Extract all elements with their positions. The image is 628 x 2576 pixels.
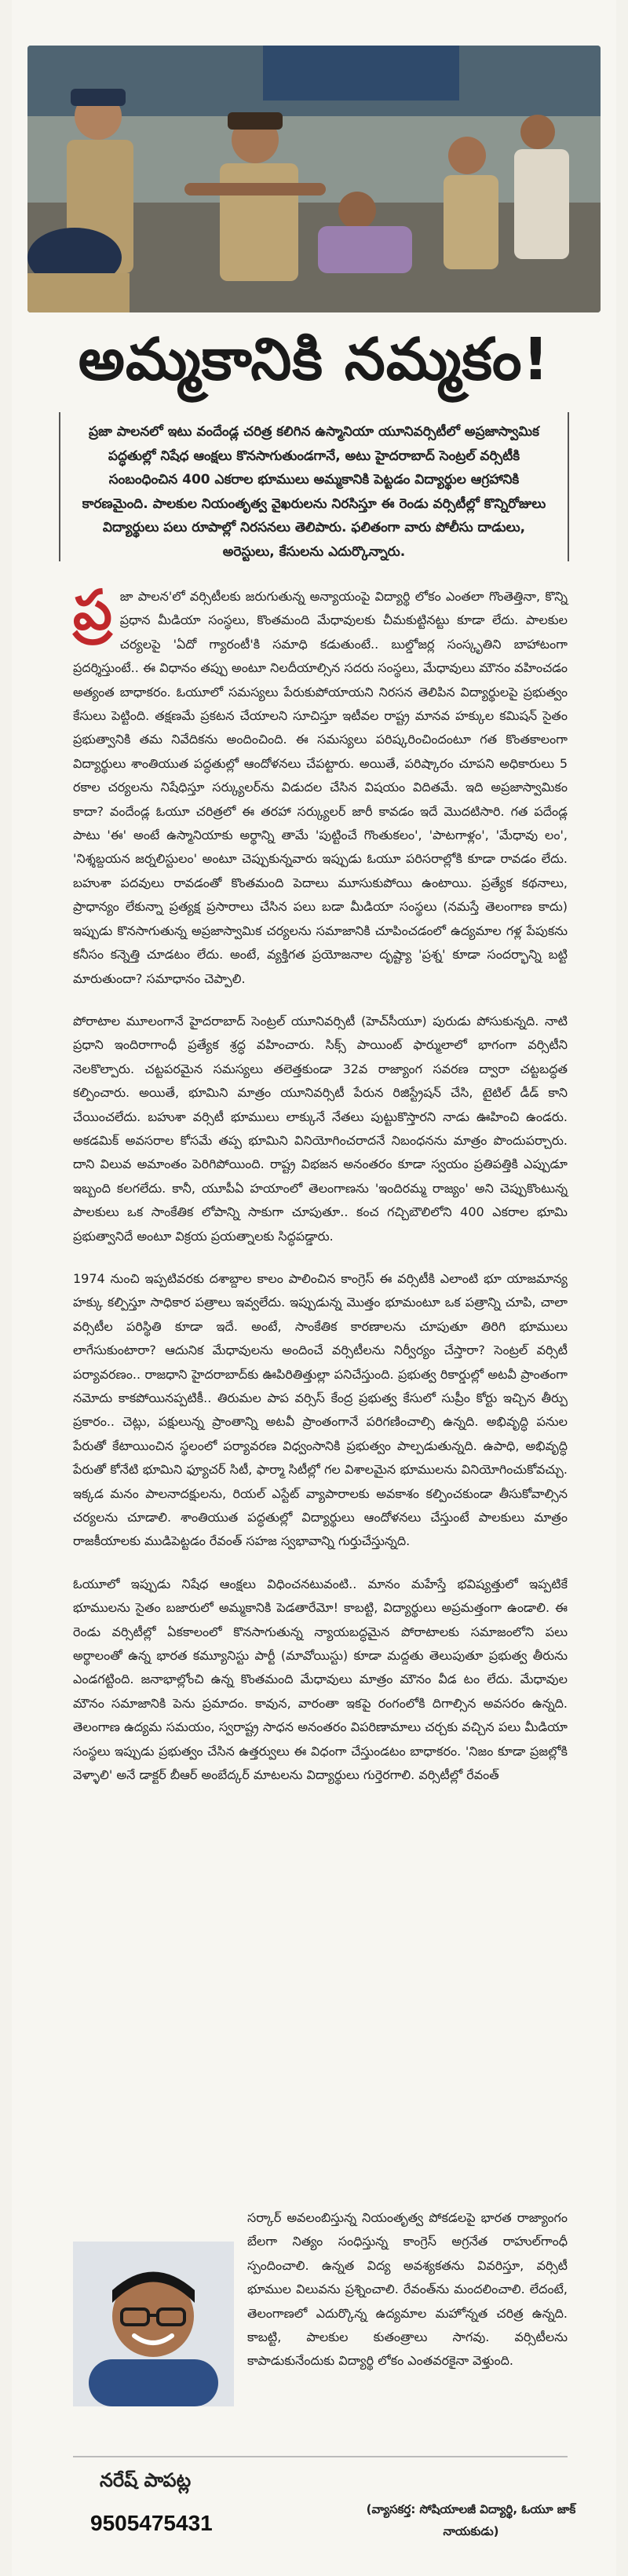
byline-divider [73, 2456, 568, 2457]
author-phone: 9505475431 [90, 2511, 213, 2535]
author-name: నరేష్ పాపట్ల [100, 2469, 192, 2491]
author-description: (వ్యాసకర్త: సోషియాలజీ విద్యార్థి, ఓయూ జాక్ నాయకుడు) [366, 2502, 576, 2538]
paragraph-2: పోరాటాల మూలంగానే హైదరాబాద్ సెంట్రల్ యూనివర్సిటీ (హెచ్‌సీయూ) పురుడు పోసుకున్నది. నాటి ప్రధాని ఇందిరాగాంధీ ప్రత్యేక శ్రద్ధ వహించారు. సిక్స్ పాయింట్ ఫార్ములాలో భాగంగా వర్సిటీని నెలకొల్పారు. చట్టపరమైన సమస్యలు తలెత్తకుండా 32వ రాజ్యాంగ సవరణ ద్వారా చట్టబద్ధత కల్పించారు. అయితే, భూమిని మాత్రం యూనివర్సిటీ పేరున రిజిస్ట్రేషన్ చేసి, టైటిల్ డీడ్ కాని చేయించలేదు. బహుశా వర్సిటీ భూములు లాక్కునే నేతలు పుట్టుకొస్తారని నాడు ఊహించి ఉండరు. అకడమిక్ అవసరాల కోసమే తప్ప భూమిని వినియోగించరాదనే నిబంధనను మాత్రం పొందుపర్చారు. దాని విలువ అమాంతం పెరిగిపోయింది. రాష్ట్ర విభజన అనంతరం కూడా స్వయం ప్రతిపత్తికి ఎప్పుడూ ఇబ్బంది కలగలేదు. కానీ, యూపీఏ హయాంలో తెలంగాణను 'ఇందిరమ్మ రాజ్యం' అని చెప్పుకొంటున్న పాలకులు ఒక సాంకేతిక లోపాన్ని సాకుగా చూపుతూ.. కంచ గచ్చిబౌలిలోని 400 ఎకరాల భూమి ప్రభుత్వానిదే అంటూ విక్రయ ప్రయత్నాలకు సిద్ధపడ్డారు. [73, 1013, 568, 1244]
article-page [12, 0, 616, 2576]
author-side-paragraph: సర్కార్ అవలంబిస్తున్న నియంతృత్వ పోకడలపై భారత రాజ్యాంగం బేలగా నిత్యం సంధిస్తున్న కాంగ్రెస్ అగ్రనేత రాహుల్‌గాంధీ స్పందించాలి. ఉన్నత విద్య అవశ్యకతను వివరిస్తూ, వర్సిటీ భూముల విలువను ప్రశ్నించాలి. రేవంత్‌ను మందలించాలి. లేదంటే, తెలంగాణలో ఎదుర్కొన్న ఉద్యమాల మహోన్నత చరిత్ర ఉన్నది. కాబట్టి, పాలకుల కుతంత్రాలు సాగవు. వర్సిటీలను కాపాడుకునేందుకు విద్యార్థి లోకం ఎంతవరకైనా వెళ్తుంది. [247, 2210, 568, 2369]
protest-photo-illustration [27, 46, 601, 312]
article-photo [27, 46, 601, 312]
paragraph-4: ఓయూలో ఇప్పుడు నిషేధ ఆంక్షలు విధించనటువంటి.. మానం మహేస్తే భవిష్యత్తులో ఇప్పటికే భూములను సైతం బజారులో అమ్మకానికి పెడతారేమో! కాబట్టి, విద్యార్థులు అప్రమత్తంగా ఉండాలి. ఈ రెండు వర్సిటీల్లో ఏకకాలంలో కొనసాగుతున్న న్యాయబద్ధమైన పోరాటాలకు సమాజంలోని పలు అర్థాలంతో ఉన్న భారత కమ్యూనిస్టు పార్టీ (మావోయిస్టు) కూడా మద్దతు తెలుపుతూ ప్రభుత్వ తీరును ఎండగట్టింది. జనాభాల్లోంచి ఉన్న కొంతమంది మేధావులు మాత్రం మౌనం వీడ టం లేదు. మేధావుల మౌనం సమాజానికి పెను ప్రమాదం. కావున, వారంతా ఇకపై రంగంలోకి దిగాల్సిన అవసరం ఉన్నది. తెలంగాణ ఉద్యమ సమయం, స్వరాష్ట్ర సాధన అనంతరం విపరిణామాలు చర్చకు వచ్చిన పలు మీడియా సంస్థలు ఇప్పుడు ప్రభుత్వం చేసిన ఉత్తర్వులు ఈ విధంగా చేస్తుండటం బాధాకరం. 'నిజం కూడా ప్రజల్లోకి వెళ్ళాలి' అనే డాక్టర్ బీఆర్ అంబేద్కర్ మాటలను విద్యార్థులు గుర్తెరగాలి. వర్సిటీల్లో రేవంత్ [73, 1576, 568, 1783]
article-body [73, 578, 568, 1807]
dropcap: ప్ర [73, 578, 112, 642]
headline: అమ్మకానికి నమ్మకం! [78, 326, 550, 393]
deck-text: ప్రజా పాలనలో ఇటు వందేండ్ల చరిత్ర కలిగిన ఉస్మానియా యూనివర్సిటీలో అప్రజాస్వామిక పద్ధతుల్లో నిషేధ ఆంక్షలు కొనసాగుతుండగానే, అటు హైదరాబాద్ సెంట్రల్ వర్సిటీకి సంబంధించిన 400 ఎకరాల భూములు అమ్మకానికి పెట్టడం విద్యార్థుల ఆగ్రహానికి కారణమైంది. పాలకుల నియంతృత్వ వైఖరులను నిరసిస్తూ ఈ రెండు వర్సిటీల్లో కొన్నిరోజులు విద్యార్థులు పలు రూపాల్లో నిరసనలు తెలిపారు. ఫలితంగా వారు పోలీసు దాడులు, అరెస్టులు, కేసులను ఎదుర్కొన్నారు. [82, 424, 546, 560]
article-deck [59, 412, 569, 561]
author-portrait [73, 2242, 234, 2406]
paragraph-3: 1974 నుంచి ఇప్పటివరకు దశాబ్దాల కాలం పాలించిన కాంగ్రెస్ ఈ వర్సిటీకి ఎలాంటి భూ యాజమాన్య హక్కు కల్పిస్తూ సాధికార పత్రాలు ఇవ్వలేదు. ఇప్పుడున్న మొత్తం భూమంటూ ఒక పత్రాన్ని చూపి, చాలా వర్సిటీల పరిస్థితి కూడా ఇదే. అంటే, సాంకేతిక కారణాలను చూపుతూ తిరిగి భూములు లాగేసుకుంటారా? ఆదునిక మేధావులను అందించే వర్సిటీలను నిర్వీర్యం చేస్తారా? సెంట్రల్ వర్సిటీ పర్యావరణం.. రాజధాని హైదరాబాద్‌కు ఊపిరితిత్తుల్లా పనిచేస్తుంది. ప్రభుత్వ రికార్డుల్లో అటవీ ప్రాంతంగా నమోదు కాకపోయినప్పటికీ.. తిరుమల పాప వర్సిస్ కేంద్ర ప్రభుత్వ కేసులో సుప్రీం కోర్టు ఇచ్చిన తీర్పు ప్రకారం.. చెట్లు, పక్షులున్న ప్రాంతాన్ని అటవీ ప్రాంతంగానే పరిగణించాల్సి ఉన్నది. అభివృద్ధి పనుల పేరుతో కేటాయించిన స్థలంలో పర్యావరణ విధ్వంసానికి ప్రభుత్వం పాల్పడుతున్నది. ఉపాధి, అభివృద్ధి పేరుతో కోనేటి భూమిని ఫ్యూచర్ సిటీ, ఫార్మా సిటీల్లో గల విశాలమైన భూములను వినియోగించుకోవచ్చు. ఇక్కడ మనం పాలనాదక్షులను, రియల్ ఎస్టేట్ వ్యాపారాలకు అవకాశం కల్పించకుండా తీసుకోవాల్సిన చర్యలను చూడాలి. శాంతియుత పద్ధతుల్లో విద్యార్థులు ఆందోళనలు చేస్తుంటే పాలకులు మాత్రం రాజకీయాలకు ముడిపెట్టడం రేవంత్ సహజ స్వభావాన్ని గుర్తుచేస్తున్నది. [73, 1270, 568, 1549]
paragraph-1 [73, 578, 568, 991]
paragraph-1-text: జా పాలన'లో వర్సిటీలకు జరుగుతున్న అన్యాయంపై విద్యార్థి లోకం ఎంతలా గొంతెత్తినా, కొన్ని ప్రధాన మీడియా సంస్థలు, కొంతమంది మేధావులకు చీమకుట్టినట్టు కూడా లేదు. పాలకుల చర్యలపై 'ఏదో గ్యారంటీ'కి సమాధి కడుతుంటే.. బుల్డోజర్ల సంస్కృతిని బాహాటంగా ప్రదర్శిస్తుంటే.. ఈ విధానం తప్పు అంటూ నిలదీయాల్సిన సదరు సంస్థలు, మేధావులు మౌనం వహించడం అత్యంత బాధాకరం. ఓయూలో సమస్యలు పేరుకుపోయాయని నిరసన తెలిపిన విద్యార్థులపై ప్రభుత్వం కేసులు పెట్టింది. తక్షణమే ప్రకటన చేయాలని సూచిస్తూ ఇటీవల రాష్ట్ర మానవ హక్కుల కమిషన్ సైతం ప్రభుత్వానికి తమ నివేదికను అందించింది. ఈ సమస్యలు పరిష్కరించిందంటూ గత కొంతకాలంగా విద్యార్థులు శాంతియుత పద్ధతుల్లో ఆందోళనలు చేపట్టారు. అయితే, పరిష్కారం చూపని అధికారులు 5 రకాల చర్యలను నిషేధిస్తూ సర్క్యులర్‌ను విడుదల చేసిన విషయం విదితమే. ఇది అప్రజాస్వామికం కాదా? వందేండ్ల ఓయూ చరిత్రలో ఈ తరహా సర్క్యులర్ జారీ కావడం ఇదే మొదటిసారి. గత పదేండ్ల పాటు 'ఈ' అంటే ఉస్మానియాకు అర్థాన్ని తామే 'పుట్టించే గొంతుకలం', 'పాటగాళ్లం', 'మేధావు లం', 'నిశ్శబ్దయన జర్నలిస్టులం' అంటూ చెప్పుకున్నవారు ఇప్పుడు ఓయూ పరిసరాల్లోకి కూడా రావడం లేదు. బహుశా పదవులు రావడంతో కొంతమంది పెదాలు మూసుకుపోయి ఉంటాయి. ప్రత్యేక కథనాలు, ప్రాధాన్యం లేకున్నా ప్రత్యక్ష ప్రసారాలు చేసిన పలు బడా మీడియా సంస్థలు (నమస్తే తెలంగాణ కాదు) ఇప్పుడు కొనసాగుతున్న అప్రజాస్వామిక చర్యలను సమాజానికి చూపించడంలో ఉద్యమాల గళ్ల పేపుకను కనీసం కన్నెత్తి చూడటం లేదు. అంటే, వ్యక్తిగత ప్రయోజనాల దృష్ట్యా 'ప్రశ్న' కూడా సందర్భాన్ని బట్టి మారుతుందా? సమాధానం చెప్పాలి. [73, 589, 568, 986]
author-photo [73, 2242, 234, 2406]
